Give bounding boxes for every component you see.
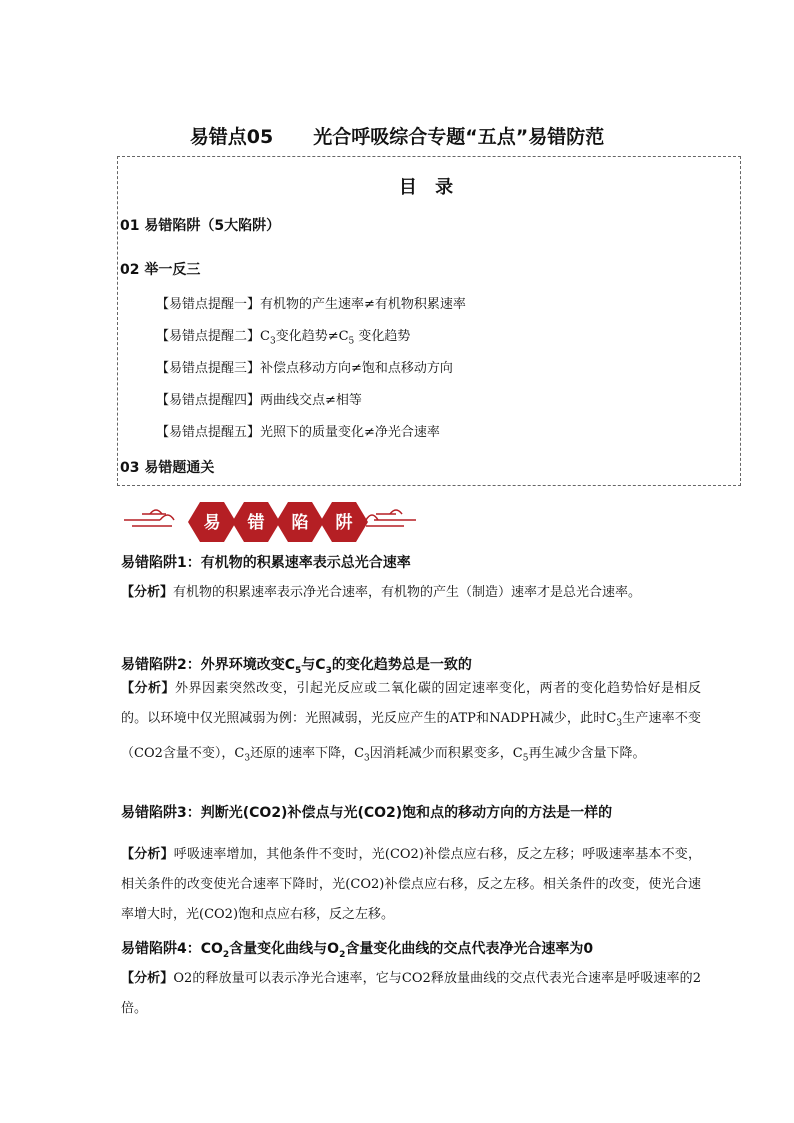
toc-item-2-sub-a: 3 <box>269 336 276 347</box>
trap-1-body: 有机物的积累速率表示净光合速率，有机物的产生（制造）速率才是总光合速率。 <box>173 585 642 600</box>
toc-item-4: 【易错点提醒四】两曲线交点≠相等 <box>156 393 362 408</box>
title-right: 光合呼吸综合专题“五点”易错防范 <box>313 126 605 148</box>
title-left: 易错点05 <box>189 126 274 148</box>
analysis-tag: 【分析】 <box>121 681 175 696</box>
trap-2-body-sub4: 5 <box>522 753 529 764</box>
trap-2-body-sub2: 3 <box>244 753 251 764</box>
toc-item-2-mid: 变化趋势≠C <box>275 329 349 344</box>
trap-2-head-b: 与C <box>301 657 326 673</box>
trap-2-head-a: 易错陷阱2：外界环境改变C <box>121 657 296 673</box>
toc-item-1: 【易错点提醒一】有机物的产生速率≠有机物积累速率 <box>156 297 466 312</box>
trap-2-heading <box>121 654 472 676</box>
toc-item-5: 【易错点提醒五】光照下的质量变化≠净光合速率 <box>156 425 440 440</box>
banner-char-3: 陷 <box>291 513 309 533</box>
trap-2-head-sub2: 3 <box>325 665 332 676</box>
banner-char-4: 阱 <box>335 513 353 533</box>
trap-4-heading <box>121 938 593 960</box>
trap-2-body-sub1: 3 <box>616 718 623 729</box>
trap-3-analysis <box>121 840 701 930</box>
analysis-tag: 【分析】 <box>121 971 174 986</box>
trap-2-body-b: 生产速率不变（CO2含量不变），C <box>121 711 701 761</box>
banner-char-1: 易 <box>203 513 221 533</box>
trap-3-body: 呼吸速率增加，其他条件不变时，光(CO2)补偿点应右移，反之左移；呼吸速率基本不变，相关条件的改变使光合速率下降时，光(CO2)补偿点应右移，反之左移。相关条件的改变，使光合速率增大时，光(CO2)饱和点应右移，反之左移。 <box>121 847 701 922</box>
trap-4-body: O2的释放量可以表示净光合速率，它与CO2释放量曲线的交点代表光合速率是呼吸速率的2倍。 <box>121 971 701 1016</box>
trap-4-analysis <box>121 964 701 1024</box>
trap-2-head-c: 的变化趋势总是一致的 <box>331 657 472 673</box>
table-of-contents <box>117 156 741 486</box>
toc-item-2 <box>156 325 410 347</box>
trap-2-body-c: 还原的速率下降，C <box>250 745 365 761</box>
trap-2-analysis <box>121 674 701 773</box>
trap-4-head-c: 含量变化曲线的交点代表净光合速率为0 <box>345 941 594 957</box>
cloud-ornament-right <box>366 510 416 526</box>
toc-section-1: 01 易错陷阱（5大陷阱） <box>120 218 281 234</box>
toc-section-2: 02 举一反三 <box>120 262 201 278</box>
trap-4-head-a: 易错陷阱4：CO <box>121 941 223 957</box>
cloud-ornament-left <box>124 510 174 526</box>
trap-1-heading: 易错陷阱1：有机物的积累速率表示总光合速率 <box>121 555 411 571</box>
trap-4-head-sub2: 2 <box>339 949 346 960</box>
trap-2-body-e: 再生减少含量下降。 <box>528 745 646 761</box>
toc-item-3: 【易错点提醒三】补偿点移动方向≠饱和点移动方向 <box>156 361 453 376</box>
analysis-tag: 【分析】 <box>121 585 174 600</box>
banner-char-2: 错 <box>247 513 265 533</box>
toc-item-2-head: 【易错点提醒二】C <box>156 329 270 344</box>
trap-4-head-b: 含量变化曲线与O <box>229 941 340 957</box>
trap-section-banner <box>120 494 420 550</box>
trap-2-head-sub1: 5 <box>295 665 302 676</box>
toc-item-2-tail: 变化趋势 <box>354 329 411 344</box>
trap-2-body-sub3: 3 <box>364 753 370 764</box>
trap-3-heading: 易错陷阱3：判断光(CO2)补偿点与光(CO2)饱和点的移动方向的方法是一样的 <box>121 805 613 821</box>
toc-section-3: 03 易错题通关 <box>120 460 215 476</box>
trap-2-body-d: 因消耗减少而积累变多，C <box>369 745 523 761</box>
trap-2-body-a: 外界因素突然改变，引起光反应或二氧化碳的固定速率变化，两者的变化趋势恰好是相反的。以环境中仅光照减弱为例：光照减弱，光反应产生的ATP和NADPH减少，此时C <box>121 681 701 726</box>
toc-item-2-sub-b: 5 <box>348 336 355 347</box>
analysis-tag: 【分析】 <box>121 847 174 862</box>
trap-1-analysis <box>121 578 701 608</box>
trap-4-head-sub1: 2 <box>222 949 230 960</box>
toc-heading: 目 录 <box>398 177 460 198</box>
document-title <box>0 122 794 149</box>
